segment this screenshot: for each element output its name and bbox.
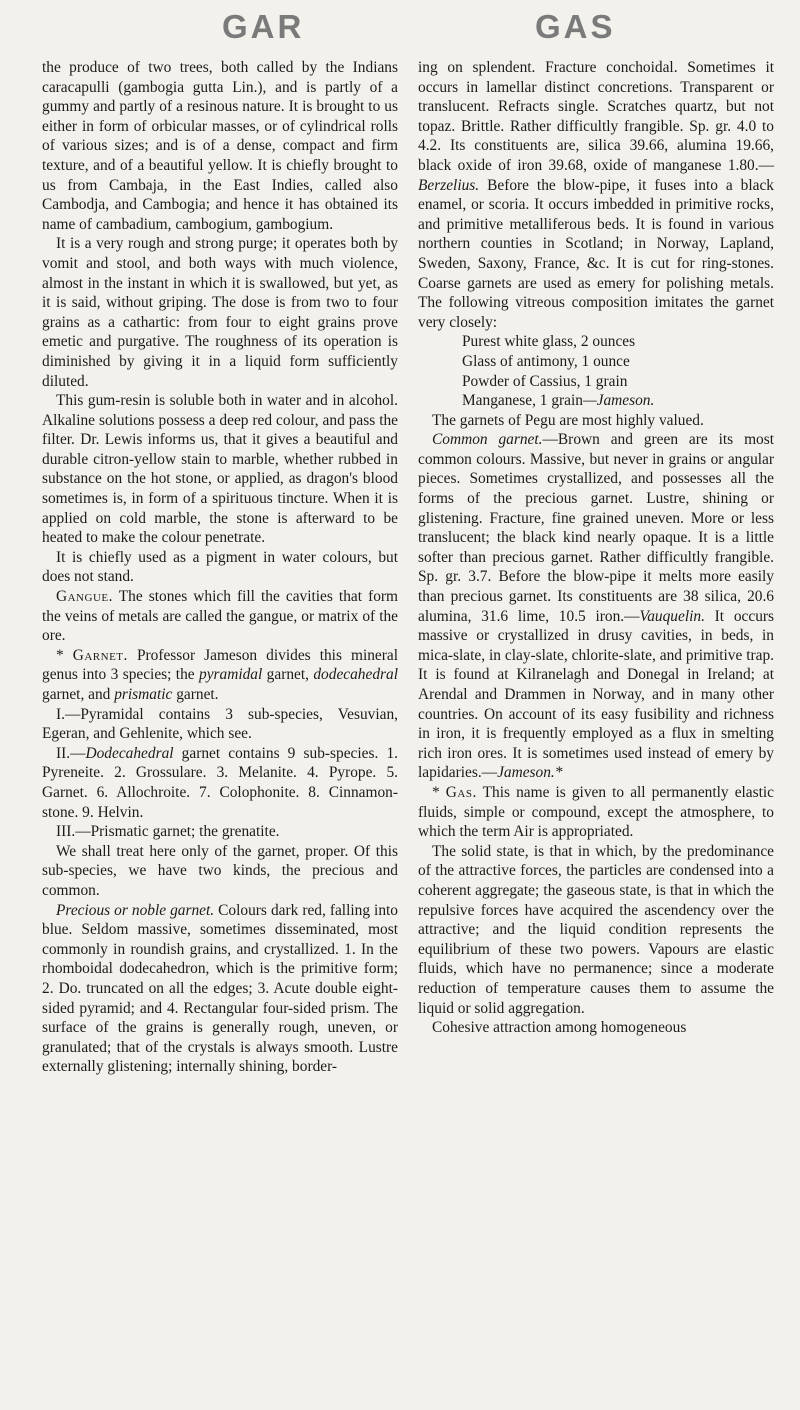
recipe-line-3: Powder of Cassius, 1 grain (462, 372, 628, 390)
precious-continued-rest: Before the blow-pipe, it fuses into a black enamel, or scoria. It occurs imbedded in primitive rocks, and primitive metalliferous beds. It is found in various northern counties in Scotland; in Norway, Lapland, Sweden, Saxony, France, &c. It is cut for ring-stones. Coarse garnets are used as emery for polishing metals. The following vitreous composition imitates the garnet very closely: (418, 176, 774, 331)
dodecahedral-prefix: II.— (56, 744, 86, 762)
gas-entry (418, 783, 774, 842)
prismatic-species: III.—Prismatic garnet; the grenatite. (56, 823, 280, 841)
running-header (0, 8, 800, 52)
garnet-proper-paragraph: We shall treat here only of the garnet, proper. Of this sub-species, we have two kinds, the precious and common. (42, 842, 398, 899)
garnet-dodecahedral: dodecahedral (313, 666, 398, 684)
gangue-text: The stones which fill the cavities that form the veins of metals are called the gangue, or matrix of the ore. (42, 588, 398, 645)
gas-headword: Gas. (445, 783, 477, 801)
precious-garnet-continued (418, 58, 774, 332)
precious-garnet-heading: Precious or noble garnet. (56, 901, 215, 919)
pegu-paragraph: The garnets of Pegu are most highly valued. (432, 411, 704, 429)
common-garnet-rest: It occurs massive or crystallized in drusy cavities, in beds, in mica-slate, in clay-slate, chlorite-slate, and primitive trap. It is found at Kilranelagh and Donegal in Ireland; at Arendal and Drammen in Norway, and in many other countries. On account of its easy fusibility and richness in iron, it is frequently employed as a flux in smelting rich iron ores. It is sometimes used instead of emery by lapidaries.— (418, 607, 775, 782)
garnet-star: * (56, 646, 73, 664)
garnet-prismatic: prismatic (114, 686, 173, 703)
jameson-citation-recipe: —Jameson. (582, 392, 655, 410)
gangue-headword: Gangue. (56, 588, 113, 606)
common-garnet-text: —Brown and green are its most common colours. Massive, but never in grains or angular pieces. Sometimes crystallized, and possesses all the forms of the precious garnet. Lustre, shining or glistening. Fracture, fine grained uneven. More or less translucent; the black kind nearly opaque. It is a little softer than precious garnet. Rather difficultly frangible. Sp. gr. 3.7. Before the blow-pipe it melts more easily than precious garnet. Its constituents are 38 silica, 20.6 alumina, 31.6 lime, 10.5 iron.— (418, 431, 775, 625)
gas-star: * (432, 783, 446, 801)
garnet-pyramidal: pyramidal (199, 666, 263, 684)
recipe-line-1: Purest white glass, 2 ounces (462, 333, 636, 351)
gas-text: This name is given to all permanently elastic fluids, simple or compound, except the atmosphere, to which the term Air is appropriated. (418, 783, 774, 841)
gangue-entry (42, 587, 398, 646)
gamboge-solubility-paragraph: This gum-resin is soluble both in water and in alcohol. Alkaline solutions possess a deep red colour, and pass the filter. Dr. Lewis informs us, that it gives a beautiful and durable citron-yellow stain to marble, whether rubbed in substance on the hot stone, or applied, as dragon's blood sometimes is, in form of a spirituous tincture. When it is applied on cold marble, the stone is afterward to be heated to make the colour penetrate. (42, 392, 398, 547)
gamboge-pigment-paragraph: It is chiefly used as a pigment in water colours, but does not stand. (42, 548, 398, 586)
precious-garnet-paragraph (42, 901, 398, 1077)
berzelius-citation: Berzelius. (418, 176, 480, 194)
jameson-citation: Jameson.* (497, 764, 563, 782)
precious-garnet-text: Colours dark red, falling into blue. Seldom massive, sometimes disseminated, most commonly in roundish grains, and crystallized. 1. In the rhomboidal dodecahedron, which is the primitive form; 2. Do. truncated on all the edges; 3. Acute double eight-sided pyramid; and 4. Rectangular four-sided prism. The surface of the grains is generally rough, uneven, or granulated; that of the crystals is always smooth. Lustre externally glistening; internally shining, border- (42, 901, 398, 1076)
gamboge-paragraph: the produce of two trees, both called by the Indians caracapulli (gambogia gutta Lin.), and is partly of a gummy and partly of a resinous nature. It is brought to us either in form of orbicular masses, or of cylindrical rolls of various sizes; and is of a dense, compact and firm texture, and of a beautiful yellow. It is chiefly brought to us from Cambaja, in the East Indies, called also Cambodja, and Cambogia; and hence it has obtained its name of cambadium, cambogium, gambogium. (42, 59, 398, 233)
garnet-text-2: garnet, (262, 666, 314, 684)
pyramidal-species: I.—Pyramidal contains 3 sub-species, Vesuvian, Egeran, and Gehlenite, which see. (42, 705, 398, 743)
dodecahedral-text: garnet contains 9 sub-species. 1. Pyreneite. 2. Grossulare. 3. Melanite. 4. Pyrope. 5. Garnet. 6. Allochroite. 7. Colophonite. 8. Cinnamon-stone. 9. Helvin. (42, 744, 398, 821)
garnet-headword: Garnet. (72, 646, 128, 664)
recipe-line-2: Glass of antimony, 1 ounce (462, 352, 630, 370)
vauquelin-citation: Vauquelin. (639, 607, 705, 625)
recipe-line-4 (418, 391, 774, 411)
recipe-line-4-text: Manganese, 1 grain (462, 392, 583, 410)
garnet-entry (42, 646, 398, 705)
left-column (42, 58, 398, 1077)
left-headword: GAR (222, 8, 305, 45)
gamboge-purge-paragraph: It is a very rough and strong purge; it operates both by vomit and stool, and both ways with much violence, almost in the instant in which it is swallowed, but yet, as it is said, without griping. The dose is from two to four grains as a cathartic: from four to eight grains prove emetic and purgative. The roughness of its operation is diminished by giving it in a liquid form sufficiently diluted. (42, 235, 398, 390)
states-of-matter-paragraph: The solid state, is that in which, by the predominance of the attractive forces, the particles are condensed into a coherent aggregate; the gaseous state, is that in which the repulsive forces have acquired the ascendency over the attractive; and the liquid condition represents the equilibrium of these two powers. Vapours are elastic fluids, which have no permanence; since a moderate reduction of temperature causes them to assume the liquid or solid aggregation. (418, 842, 774, 1017)
cohesive-attraction-paragraph: Cohesive attraction among homogeneous (432, 1019, 687, 1037)
garnet-text-1: Professor Jameson divides this mineral genus into 3 species; the (42, 646, 398, 684)
common-garnet-heading: Common garnet. (432, 431, 543, 449)
garnet-text-3: garnet, and (42, 686, 115, 703)
garnet-text-4: garnet. (172, 686, 219, 703)
common-garnet-paragraph (418, 430, 774, 783)
precious-continued-text: ing on splendent. Fracture conchoidal. Sometimes it occurs in lamellar distinct concretions. Transparent or translucent. Refracts single. Scratches quartz, but not topaz. Brittle. Rather difficultly frangible. Sp. gr. 4.0 to 4.2. Its constituents are, silica 39.66, alumina 19.66, black oxide of iron 39.68, oxide of manganese 1.80.— (418, 59, 774, 174)
dodecahedral-species (42, 744, 398, 822)
right-headword: GAS (535, 8, 616, 45)
dodecahedral-italic: Dodecahedral (85, 744, 174, 762)
right-column (418, 58, 774, 1038)
